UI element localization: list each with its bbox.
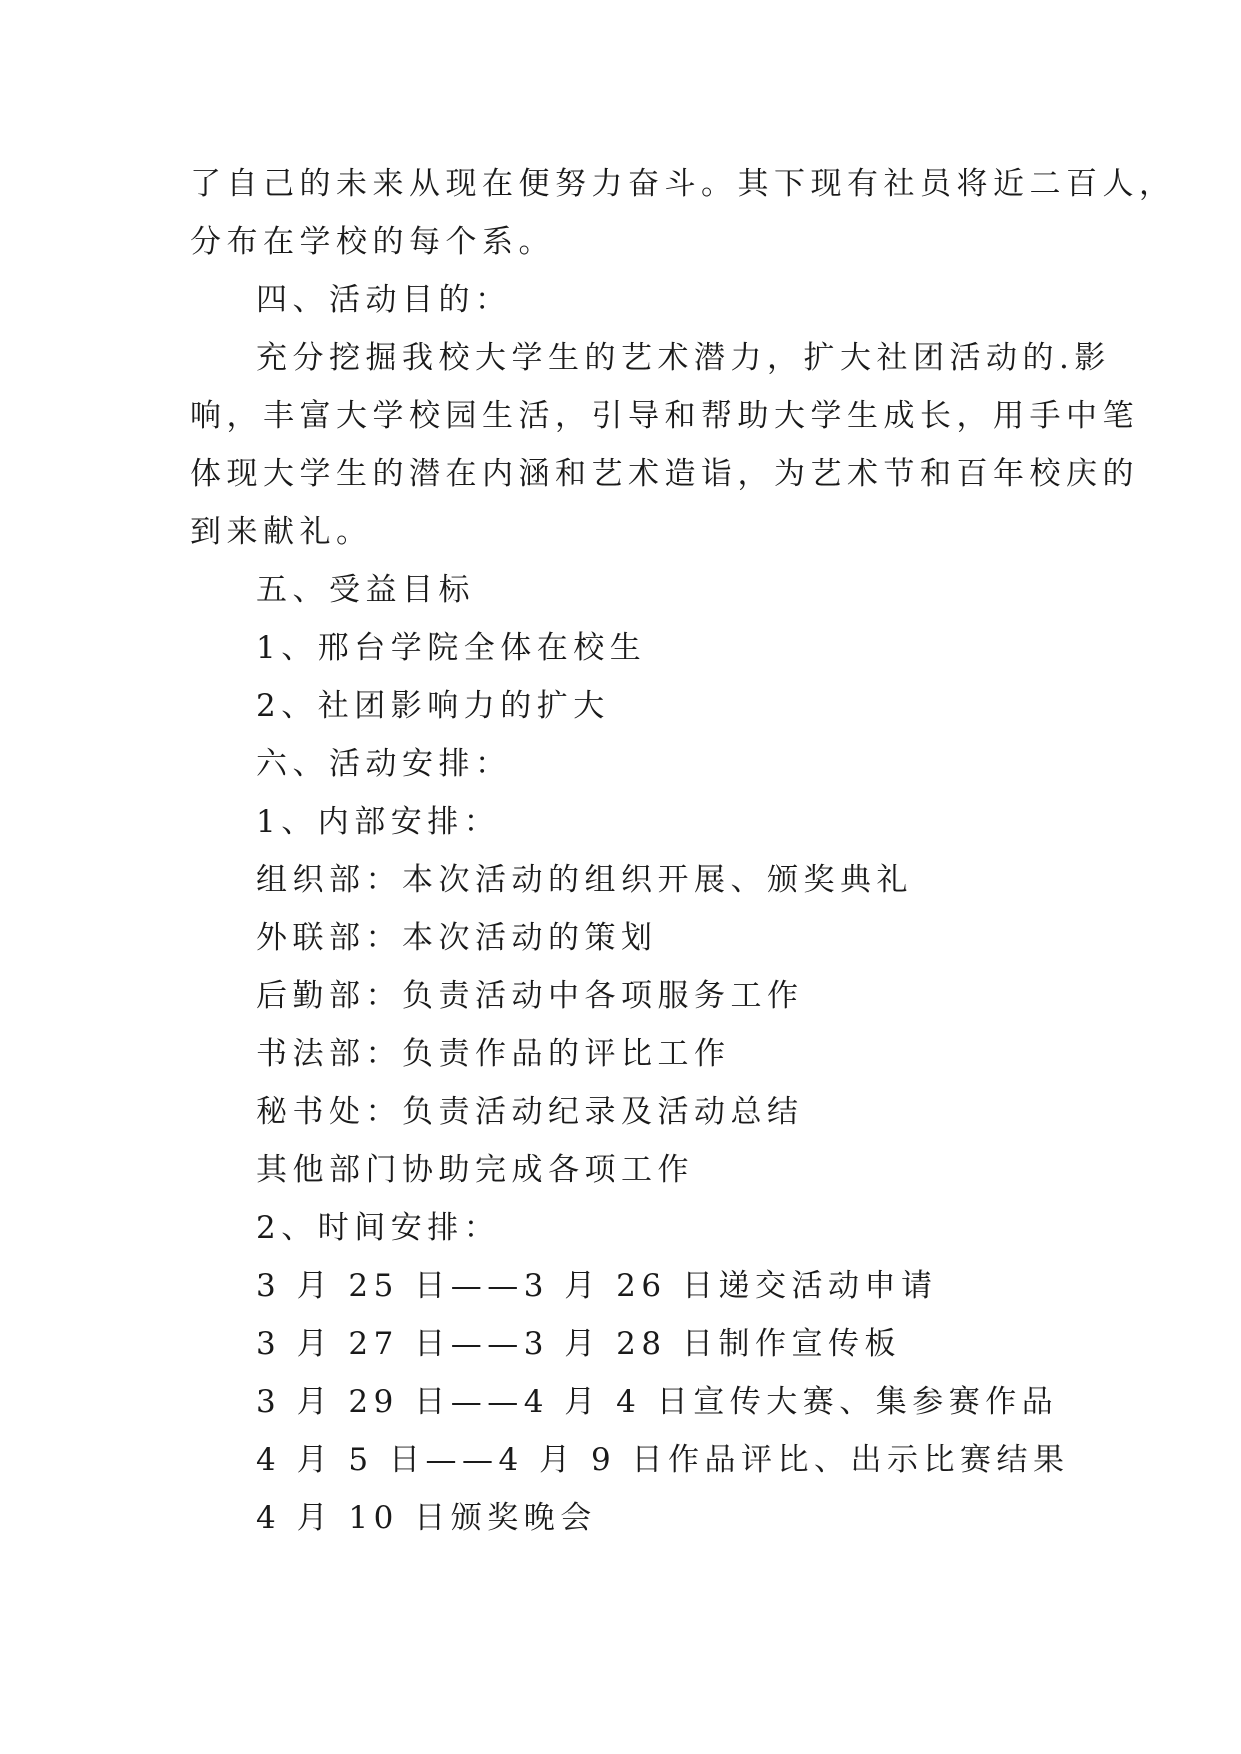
list-item: 1、邢台学院全体在校生 — [256, 630, 647, 666]
list-item: 2、社团影响力的扩大 — [256, 688, 610, 724]
section-heading: 六、活动安排： — [256, 746, 512, 782]
list-item: 书法部：负责作品的评比工作 — [256, 1036, 731, 1072]
section-heading: 四、活动目的： — [256, 282, 512, 318]
schedule-item: 3 月 27 日——3 月 28 日制作宣传板 — [256, 1326, 901, 1362]
list-item: 外联部：本次活动的策划 — [256, 920, 658, 956]
schedule-item: 4 月 5 日——4 月 9 日作品评比、出示比赛结果 — [256, 1442, 1070, 1478]
paragraph-line: 体现大学生的潜在内涵和艺术造诣，为艺术节和百年校庆的 — [190, 456, 1139, 492]
paragraph-line: 了自己的未来从现在便努力奋斗。其下现有社员将近二百人， — [190, 166, 1176, 202]
paragraph-line: 到来献礼。 — [190, 514, 373, 550]
schedule-item: 4 月 10 日颁奖晚会 — [256, 1500, 597, 1536]
list-item: 后勤部：负责活动中各项服务工作 — [256, 978, 804, 1014]
subsection-heading: 2、时间安排： — [256, 1210, 501, 1246]
list-item: 秘书处：负责活动纪录及活动总结 — [256, 1094, 804, 1130]
section-heading: 五、受益目标 — [256, 572, 475, 608]
paragraph-line: 响，丰富大学校园生活，引导和帮助大学生成长，用手中笔 — [190, 398, 1139, 434]
schedule-item: 3 月 29 日——4 月 4 日宣传大赛、集参赛作品 — [256, 1384, 1059, 1420]
list-item: 其他部门协助完成各项工作 — [256, 1152, 694, 1188]
schedule-item: 3 月 25 日——3 月 26 日递交活动申请 — [256, 1268, 938, 1304]
paragraph-line: 充分挖掘我校大学生的艺术潜力，扩大社团活动的.影 — [256, 340, 1111, 376]
list-item: 组织部：本次活动的组织开展、颁奖典礼 — [256, 862, 913, 898]
paragraph-line: 分布在学校的每个系。 — [190, 224, 555, 260]
subsection-heading: 1、内部安排： — [256, 804, 501, 840]
